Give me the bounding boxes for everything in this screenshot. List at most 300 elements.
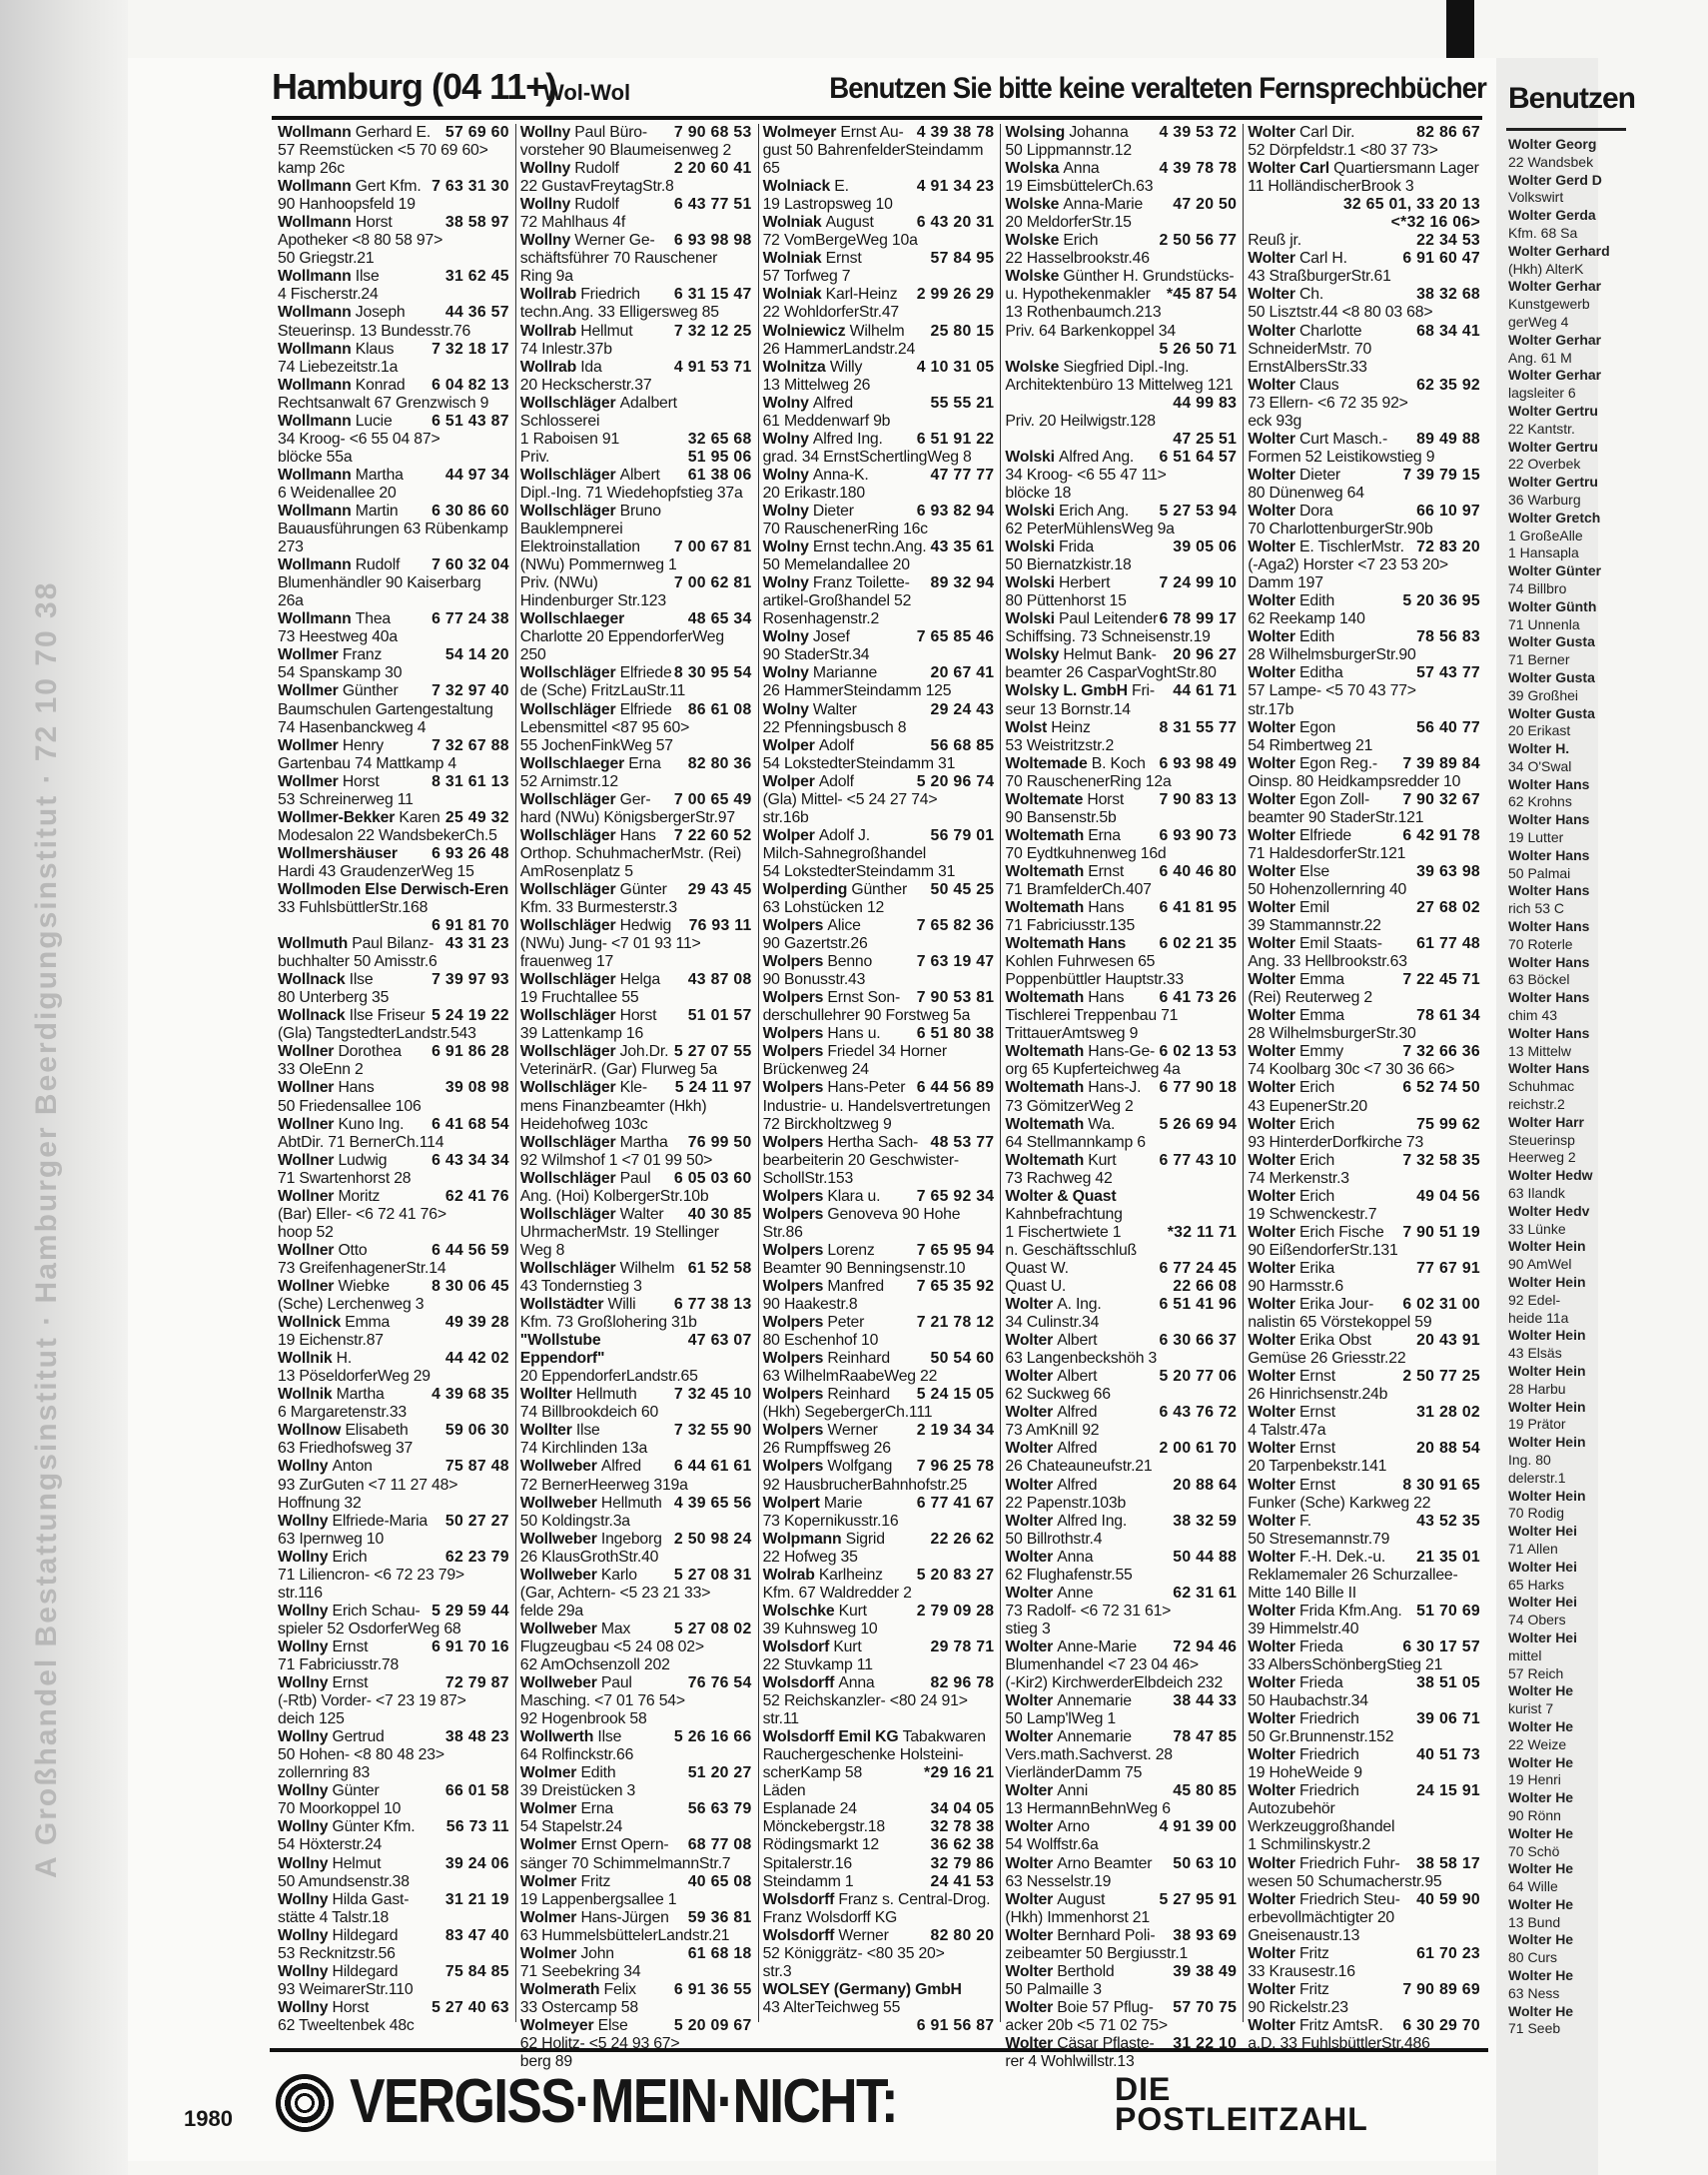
listing-text: 74 Kirchlinden 13a bbox=[519, 1440, 648, 1458]
listing-surname: Wolter bbox=[1248, 1980, 1300, 1998]
listing-text: 52 Reichskanzler- <80 24 91> bbox=[762, 1692, 968, 1710]
listing-phone: 78 61 34 bbox=[1416, 1007, 1480, 1025]
next-page-line: Ing. 80 bbox=[1508, 1451, 1551, 1468]
listing-entry bbox=[1248, 1764, 1480, 1782]
listing-phone: 6 77 43 10 bbox=[1159, 1151, 1238, 1169]
listing-phone: 61 77 48 bbox=[1416, 935, 1480, 953]
listing-phone: 44 97 34 bbox=[444, 466, 509, 484]
listing-text: 71 Fabriciusstr.78 bbox=[278, 1655, 400, 1673]
listing-phone: 77 67 91 bbox=[1416, 1259, 1480, 1277]
listing-surname: Wollschläger bbox=[519, 1079, 620, 1097]
listing-entry bbox=[278, 863, 509, 881]
listing-entry bbox=[1005, 1386, 1237, 1404]
listing-surname: Woltemath bbox=[1005, 1079, 1089, 1097]
listing-entry bbox=[1005, 1836, 1237, 1854]
listing-text: 22 Hasselbrookstr.46 bbox=[1005, 250, 1150, 268]
listing-text: 73 Radolf- <6 72 31 61> bbox=[1005, 1602, 1172, 1620]
listing-phone: 48 65 34 bbox=[687, 610, 752, 628]
listing-text: Vers.math.Sachverst. 28 VierländerDamm 75 bbox=[1005, 1746, 1173, 1782]
listing-text: Hans-Jürgen bbox=[580, 1908, 669, 1926]
listing-text: Erich bbox=[1063, 232, 1099, 250]
listing-text: 73 Kopernikusstr.16 bbox=[762, 1512, 899, 1530]
listing-phone: 6 91 81 70 bbox=[431, 917, 509, 935]
listing-phone: 4 91 39 00 bbox=[1159, 1818, 1238, 1836]
listing-phone: 5 27 08 02 bbox=[673, 1620, 752, 1637]
listing-text: 70 CharlottenburgerStr.90b bbox=[1248, 521, 1433, 539]
listing-text: Formen 52 Leistikowstieg 9 bbox=[1248, 448, 1435, 466]
listing-entry bbox=[763, 1043, 995, 1079]
listing-entry bbox=[1005, 196, 1237, 214]
listing-surname: Wollschläger bbox=[519, 971, 620, 989]
listing-phone: 6 44 61 61 bbox=[673, 1458, 752, 1476]
listing-entry bbox=[763, 178, 995, 196]
next-page-line: Wolter Hans bbox=[1508, 811, 1590, 828]
listing-text: 50 Memelandallee 20 bbox=[762, 556, 910, 574]
listing-text: 90 Rickelstr.23 bbox=[1248, 1998, 1348, 2016]
listing-phone: 36 62 38 bbox=[930, 1836, 995, 1854]
listing-text: Adalbert Schlosserei bbox=[519, 394, 677, 430]
listing-text: Rudolf bbox=[574, 160, 619, 178]
listing-entry bbox=[763, 359, 995, 377]
listing-entry bbox=[520, 1873, 752, 1891]
listing-text: Quartiersmann Lager bbox=[1333, 160, 1479, 178]
listing-surname: Wolter bbox=[1248, 430, 1300, 448]
listing-entry bbox=[763, 1296, 995, 1314]
listing-text: H. bbox=[336, 1350, 353, 1368]
listing-surname: Wolske bbox=[1005, 268, 1064, 286]
listing-surname: Wolter bbox=[1248, 1296, 1300, 1314]
listing-surname: Wollschlaeger bbox=[519, 610, 625, 628]
listing-text: 4 Talstr.47a bbox=[1248, 1422, 1326, 1440]
listing-entry bbox=[1248, 1134, 1480, 1152]
listing-entry bbox=[763, 646, 995, 664]
listing-entry bbox=[763, 467, 995, 485]
next-page-line: delerstr.1 bbox=[1508, 1469, 1566, 1486]
next-page-line: 70 Rodig bbox=[1508, 1505, 1565, 1522]
listing-entry bbox=[1248, 1025, 1480, 1043]
listing-text: beamter 90 StaderStr.121 bbox=[1248, 808, 1424, 826]
next-page-line: 90 Rönn bbox=[1508, 1806, 1561, 1823]
listing-entry bbox=[1248, 881, 1480, 899]
next-page-line: Wolter Gerda bbox=[1508, 207, 1596, 224]
listing-phone: 6 78 99 17 bbox=[1159, 610, 1238, 628]
next-page-line: Heerweg 2 bbox=[1508, 1149, 1576, 1166]
listing-surname: Wolniewicz bbox=[762, 322, 850, 340]
listing-entry bbox=[1005, 1692, 1237, 1710]
listing-text: Martha bbox=[619, 1133, 668, 1151]
listing-phone: 24 41 53 bbox=[930, 1872, 995, 1890]
listing-text: Willi bbox=[607, 1296, 636, 1314]
listing-entry bbox=[278, 1242, 509, 1260]
listing-surname: Wollmer bbox=[278, 646, 343, 664]
listing-entry bbox=[1005, 178, 1237, 196]
listing-entry bbox=[278, 1549, 509, 1567]
listing-entry bbox=[278, 1782, 509, 1800]
listing-text: 20 EppendorferLandstr.65 bbox=[519, 1368, 698, 1386]
listing-phone: 6 77 24 38 bbox=[431, 610, 509, 628]
listing-entry bbox=[763, 1585, 995, 1603]
listing-phone: 50 45 25 bbox=[930, 880, 995, 898]
listing-phone: 7 39 89 84 bbox=[1402, 754, 1480, 772]
listing-entry bbox=[763, 863, 995, 881]
listing-entry bbox=[763, 1260, 995, 1278]
next-page-line: (Hkh) AlterK bbox=[1508, 260, 1584, 277]
listing-entry bbox=[520, 1674, 752, 1692]
listing-text: 13 PöseldorferWeg 29 bbox=[278, 1368, 430, 1386]
listing-entry bbox=[1248, 1855, 1480, 1873]
listing-phone: 86 61 08 bbox=[687, 700, 752, 718]
listing-text: Erich Fische bbox=[1299, 1223, 1384, 1241]
listing-entry bbox=[763, 341, 995, 359]
listing-phone: 6 77 24 45 bbox=[1159, 1259, 1238, 1277]
listing-entry bbox=[1005, 1152, 1237, 1170]
listing-entry bbox=[278, 881, 509, 899]
listing-entry bbox=[763, 628, 995, 646]
listing-text: Wiebke bbox=[338, 1278, 390, 1295]
listing-text: Willy bbox=[829, 358, 863, 376]
listing-text: 50 Griegstr.21 bbox=[278, 250, 375, 268]
listing-entry bbox=[520, 737, 752, 755]
listing-entry bbox=[520, 1440, 752, 1458]
listing-entry bbox=[1248, 124, 1480, 142]
listing-text: Kohlen Fuhrwesen 65 Poppenbüttler Hauptstr.33 bbox=[1005, 953, 1184, 989]
listing-column-3 bbox=[759, 124, 1002, 2034]
listing-surname: Wolsdorff bbox=[762, 1926, 839, 1944]
listing-surname: Wollmann bbox=[278, 466, 356, 484]
listing-entry bbox=[763, 1945, 995, 1963]
listing-text: 50 Lisztstr.44 <8 80 03 68> bbox=[1248, 304, 1433, 322]
listing-entry bbox=[1248, 160, 1480, 178]
listing-phone: 6 91 36 55 bbox=[673, 1980, 752, 1998]
listing-entry bbox=[763, 521, 995, 539]
listing-phone: 32 78 38 bbox=[930, 1818, 995, 1836]
listing-text: Carl Dir. bbox=[1299, 124, 1355, 141]
listing-entry bbox=[278, 413, 509, 431]
next-page-line: Wolter He bbox=[1508, 1860, 1574, 1877]
listing-text: bearbeiterin 20 Geschwister-SchollStr.153 bbox=[762, 1151, 959, 1187]
listing-text: Ernst bbox=[1088, 862, 1125, 880]
listing-text: 50 Hohen- <8 80 48 23> bbox=[278, 1746, 444, 1764]
listing-entry bbox=[1248, 827, 1480, 845]
listing-text: Hertha Sach- bbox=[827, 1133, 919, 1151]
listing-text: Albert bbox=[619, 466, 660, 484]
listing-phone: 20 67 41 bbox=[930, 664, 995, 682]
listing-text: Ernst bbox=[1299, 1440, 1335, 1458]
listing-text: Siegfried Dipl.-Ing. Architektenbüro 13 Mittelweg 121 bbox=[1005, 358, 1234, 394]
listing-text: Boie 57 Pflug- bbox=[1057, 1998, 1154, 2016]
listing-text: 20 Erikastr.180 bbox=[762, 484, 865, 502]
listing-entry bbox=[520, 1945, 752, 1963]
listing-text: 74 Billbrookdeich 60 bbox=[519, 1404, 659, 1422]
listing-surname: Wollmer-Bekker bbox=[278, 808, 400, 826]
listing-phone: 57 70 75 bbox=[1173, 1998, 1238, 2016]
next-page-line: 22 Weize bbox=[1508, 1735, 1567, 1752]
listing-text: acker 20b <5 71 02 75> bbox=[1005, 2016, 1168, 2034]
listing-text: Ingeborg bbox=[600, 1530, 662, 1548]
listing-entry bbox=[763, 1836, 995, 1854]
listing-phone: 5 27 08 31 bbox=[673, 1566, 752, 1584]
listing-surname: Woltemath bbox=[1005, 1043, 1089, 1061]
listing-text: gust 50 BahrenfelderSteindamm 65 bbox=[762, 142, 984, 178]
listing-phone: 5 26 16 66 bbox=[673, 1728, 752, 1746]
listing-text: 1 Fischertwiete 1 bbox=[1005, 1223, 1122, 1241]
listing-phone: 7 90 51 19 bbox=[1402, 1223, 1480, 1241]
listing-text: 80 Eschenhof 10 bbox=[762, 1332, 879, 1350]
listing-phone: 27 68 02 bbox=[1416, 899, 1480, 917]
listing-phone: 89 32 94 bbox=[930, 574, 995, 592]
listing-surname: Wollwerth bbox=[519, 1728, 598, 1746]
listing-entry bbox=[278, 1260, 509, 1278]
listing-text: Alfred Ing. bbox=[1057, 1512, 1128, 1530]
listing-entry bbox=[278, 827, 509, 845]
listing-text: Fri- bbox=[1132, 682, 1155, 700]
listing-text: 63 Ipernweg 10 bbox=[278, 1530, 385, 1548]
next-page-line: 80 Curs bbox=[1508, 1949, 1558, 1966]
listing-text: Ang. 33 Hellbrookstr.63 bbox=[1248, 953, 1407, 971]
listing-phone: 7 39 79 15 bbox=[1402, 466, 1480, 484]
listing-text: Ger- bbox=[619, 790, 651, 808]
listing-text: 19 Schwenckestr.7 bbox=[1248, 1205, 1377, 1223]
listing-phone: 76 99 50 bbox=[687, 1133, 752, 1151]
next-page-line: 39 Großhei bbox=[1508, 686, 1579, 703]
listing-text: 53 Recknitzstr.56 bbox=[278, 1944, 396, 1962]
listing-entry bbox=[763, 827, 995, 845]
listing-text: rer 4 Wohlwillstr.13 bbox=[1005, 2053, 1135, 2071]
listing-phone: 8 30 95 54 bbox=[673, 664, 752, 682]
listing-text: Paul Leitender bbox=[1059, 610, 1159, 628]
listing-entry bbox=[1248, 1061, 1480, 1079]
listing-entry bbox=[763, 395, 995, 413]
listing-text: 53 Weistritzstr.2 bbox=[1005, 736, 1115, 754]
listing-phone: 22 66 08 bbox=[1173, 1278, 1238, 1295]
listing-entry bbox=[520, 1855, 752, 1873]
listing-surname: Wolter bbox=[1248, 1602, 1300, 1620]
listing-text: 28 WilhelmsburgerStr.30 bbox=[1248, 1025, 1416, 1043]
listing-entry bbox=[278, 449, 509, 467]
listing-text: Werner bbox=[827, 1422, 878, 1440]
listing-entry bbox=[1005, 1458, 1237, 1476]
listing-text: UhrmacherMstr. 19 Stellinger Weg 8 bbox=[519, 1223, 719, 1259]
listing-surname: Wolter bbox=[1248, 1404, 1300, 1422]
listing-text: 92 Wilmshof 1 <7 01 99 50> bbox=[519, 1151, 713, 1169]
listing-phone: 38 58 17 bbox=[1416, 1854, 1480, 1872]
listing-surname: "Wollstube Eppendorf" bbox=[519, 1332, 605, 1368]
side-vertical-text: A Großhandel Bestattungsinstitut · Hamburger Beerdigungsinstitut · 72 10 70 38 bbox=[30, 580, 63, 1878]
listing-text: Paul Bilanz- bbox=[352, 935, 434, 953]
listing-text: (Gla) TangstedterLandstr.543 bbox=[278, 1025, 476, 1043]
listing-text: Konrad bbox=[355, 376, 406, 394]
listing-surname: Wolter bbox=[1005, 1332, 1058, 1350]
listing-surname: Wollmann bbox=[278, 340, 356, 358]
listing-text: 71 Swartenhorst 28 bbox=[278, 1169, 412, 1187]
listing-text: Herbert bbox=[1059, 574, 1111, 592]
listing-text: Else bbox=[597, 2016, 628, 2034]
listing-entry bbox=[520, 1764, 752, 1782]
listing-entry bbox=[278, 1477, 509, 1495]
listing-entry bbox=[763, 935, 995, 953]
listing-phone: 4 39 65 56 bbox=[673, 1494, 752, 1512]
listing-phone: 44 99 83 bbox=[1173, 394, 1238, 412]
listing-entry bbox=[1248, 1549, 1480, 1567]
listing-entry bbox=[520, 232, 752, 250]
listing-text: Hans-Peter bbox=[827, 1079, 906, 1097]
listing-phone: 43 35 61 bbox=[930, 539, 995, 556]
listing-entry bbox=[763, 268, 995, 286]
listing-entry bbox=[520, 1891, 752, 1909]
listing-text: Industrie- u. Handelsvertretungen bbox=[762, 1097, 991, 1115]
listing-phone: 7 24 99 10 bbox=[1159, 574, 1238, 592]
listing-text: Elisabeth bbox=[345, 1422, 409, 1440]
listing-entry bbox=[520, 701, 752, 719]
listing-surname: Wolper bbox=[762, 772, 819, 790]
listing-phone: 6 31 15 47 bbox=[673, 286, 752, 304]
listing-text: Günter bbox=[332, 1782, 380, 1800]
listing-surname: Wolniak bbox=[762, 286, 826, 304]
listing-phone: 6 41 68 54 bbox=[431, 1115, 509, 1133]
listing-text: John bbox=[580, 1944, 614, 1962]
listing-surname: Wolper bbox=[762, 826, 819, 844]
listing-entry bbox=[278, 1170, 509, 1188]
listing-entry bbox=[1248, 178, 1480, 196]
listing-phone: 68 77 08 bbox=[687, 1836, 752, 1854]
listing-entry bbox=[763, 701, 995, 719]
listing-text: 52 Arnimstr.12 bbox=[519, 772, 618, 790]
listing-text: 53 Schreinerweg 11 bbox=[278, 790, 414, 808]
listing-entry bbox=[1005, 1495, 1237, 1513]
listing-entry bbox=[278, 1440, 509, 1458]
listing-phone: 31 22 10 bbox=[1173, 2034, 1238, 2052]
listing-text: Franz s. Central-Drog. bbox=[838, 1890, 991, 1908]
listing-entry bbox=[278, 377, 509, 395]
listing-text: blöcke 55a bbox=[278, 448, 353, 466]
listing-entry bbox=[763, 323, 995, 341]
listing-entry bbox=[278, 1981, 509, 1999]
listing-phone: 39 05 06 bbox=[1173, 539, 1238, 556]
listing-phone: 51 70 69 bbox=[1416, 1602, 1480, 1620]
listing-text: seur 13 Bornstr.14 bbox=[1005, 700, 1131, 718]
listing-text: Priv. (NWu) Hindenburger Str.123 bbox=[519, 574, 666, 610]
listing-phone: 2 50 98 24 bbox=[673, 1530, 752, 1548]
listing-text: u. Hypothekenmakler 13 Rothenbaumch.213 bbox=[1005, 286, 1162, 322]
listing-surname: Wolter bbox=[1005, 1998, 1058, 2016]
header-city: Hamburg (04 11+) bbox=[272, 66, 557, 107]
listing-text: (Sche) Lerchenweg 3 bbox=[278, 1296, 425, 1314]
listing-text: 39 Dreistücken 3 bbox=[519, 1782, 636, 1800]
listing-entry bbox=[520, 917, 752, 935]
listing-entry bbox=[1005, 1332, 1237, 1350]
listing-entry bbox=[763, 1656, 995, 1674]
listing-surname: Wolter bbox=[1005, 1548, 1058, 1566]
listing-text: Erika Jour- bbox=[1299, 1296, 1374, 1314]
listing-surname: Wolter bbox=[1248, 628, 1300, 646]
listing-phone: 6 30 86 60 bbox=[431, 502, 509, 520]
listing-phone: 32 65 68 bbox=[687, 430, 752, 448]
listing-entry bbox=[278, 1836, 509, 1854]
listing-entry bbox=[763, 989, 995, 1007]
listing-entry bbox=[520, 160, 752, 178]
listing-entry bbox=[1005, 719, 1237, 737]
listing-entry bbox=[278, 1873, 509, 1891]
listing-surname: Wolter bbox=[1005, 2034, 1058, 2052]
listing-text: str.16b bbox=[762, 808, 809, 826]
listing-surname: Wollschläger bbox=[519, 826, 620, 844]
next-page-line: 1 GroßeAlle bbox=[1508, 527, 1583, 544]
listing-surname: Wolter bbox=[1248, 502, 1300, 520]
listing-text: 13 HermannBehnWeg 6 bbox=[1005, 1800, 1171, 1818]
listing-surname: Wolter bbox=[1248, 1476, 1300, 1494]
listing-text: 20 Tarpenbekstr.141 bbox=[1248, 1458, 1387, 1476]
listing-surname: Wollmuth bbox=[278, 935, 353, 953]
listing-text: Fritz AmtsR. bbox=[1299, 2016, 1383, 2034]
listing-entry bbox=[278, 1061, 509, 1079]
listing-text: Albert bbox=[1057, 1332, 1098, 1350]
listing-entry bbox=[520, 773, 752, 791]
listing-entry bbox=[1005, 791, 1237, 809]
listing-phone: 32 79 86 bbox=[930, 1854, 995, 1872]
listing-text: 73 Ellern- <6 72 35 92> bbox=[1248, 394, 1408, 412]
listing-text: Rödingsmarkt 12 bbox=[762, 1836, 880, 1854]
listing-phone: 5 24 15 05 bbox=[916, 1386, 995, 1404]
next-page-line: 71 Berner bbox=[1508, 651, 1570, 668]
next-page-line: Wolter Hein bbox=[1508, 1362, 1586, 1379]
listing-entry bbox=[1248, 268, 1480, 286]
listing-entry bbox=[1248, 682, 1480, 700]
listing-phone: 38 32 68 bbox=[1416, 286, 1480, 304]
listing-entry bbox=[520, 1963, 752, 1981]
listing-text: Steuerinsp. 13 Bundesstr.76 bbox=[278, 322, 471, 340]
listing-entry bbox=[1005, 682, 1237, 700]
listing-text: de (Sche) FritzLauStr.11 bbox=[519, 682, 686, 700]
listing-phone: 6 02 31 00 bbox=[1402, 1296, 1480, 1314]
next-page-line: Wolter Hans bbox=[1508, 918, 1590, 935]
listing-entry bbox=[1248, 1945, 1480, 1963]
listing-text: Elfriede-Maria bbox=[332, 1512, 428, 1530]
listing-text: 6 Margaretenstr.33 bbox=[278, 1404, 407, 1422]
listing-text: scherKamp 58 bbox=[762, 1764, 863, 1782]
listing-text: Hans bbox=[1088, 899, 1125, 917]
listing-text: Friedel 34 Horner Brückenweg 24 bbox=[762, 1043, 947, 1079]
listing-entry bbox=[763, 1800, 995, 1818]
listing-surname: Wolsdorff bbox=[762, 1674, 839, 1692]
listing-surname: Wolter bbox=[1248, 664, 1300, 682]
listing-surname: Wollschläger bbox=[519, 394, 620, 412]
listing-entry bbox=[1005, 1674, 1237, 1692]
listing-text: 22 WohldorferStr.47 bbox=[762, 304, 899, 322]
next-page-line: 19 Henri bbox=[1508, 1771, 1561, 1788]
listing-surname: Wolnitza bbox=[762, 358, 830, 376]
listing-phone: 21 35 01 bbox=[1416, 1548, 1480, 1566]
listing-entry bbox=[278, 485, 509, 503]
listing-surname: Wolter bbox=[1248, 935, 1300, 953]
listing-text: E. bbox=[834, 178, 849, 196]
listing-phone: 5 26 69 94 bbox=[1159, 1115, 1238, 1133]
listing-entry bbox=[520, 539, 752, 574]
listing-entry bbox=[520, 1818, 752, 1836]
listing-entry bbox=[1005, 268, 1237, 286]
listing-entry bbox=[763, 377, 995, 395]
listing-entry bbox=[763, 737, 995, 755]
listing-entry bbox=[763, 881, 995, 899]
listing-phone: 49 39 28 bbox=[444, 1314, 509, 1332]
listing-entry bbox=[763, 592, 995, 628]
listing-entry bbox=[763, 1440, 995, 1458]
listing-phone: 38 93 69 bbox=[1173, 1926, 1238, 1944]
listing-entry bbox=[1248, 628, 1480, 646]
listing-entry bbox=[520, 1585, 752, 1603]
listing-text: Friedrich Steu- bbox=[1299, 1890, 1400, 1908]
next-page-line: Ang. 61 M bbox=[1508, 349, 1572, 366]
listing-entry bbox=[1248, 1278, 1480, 1296]
